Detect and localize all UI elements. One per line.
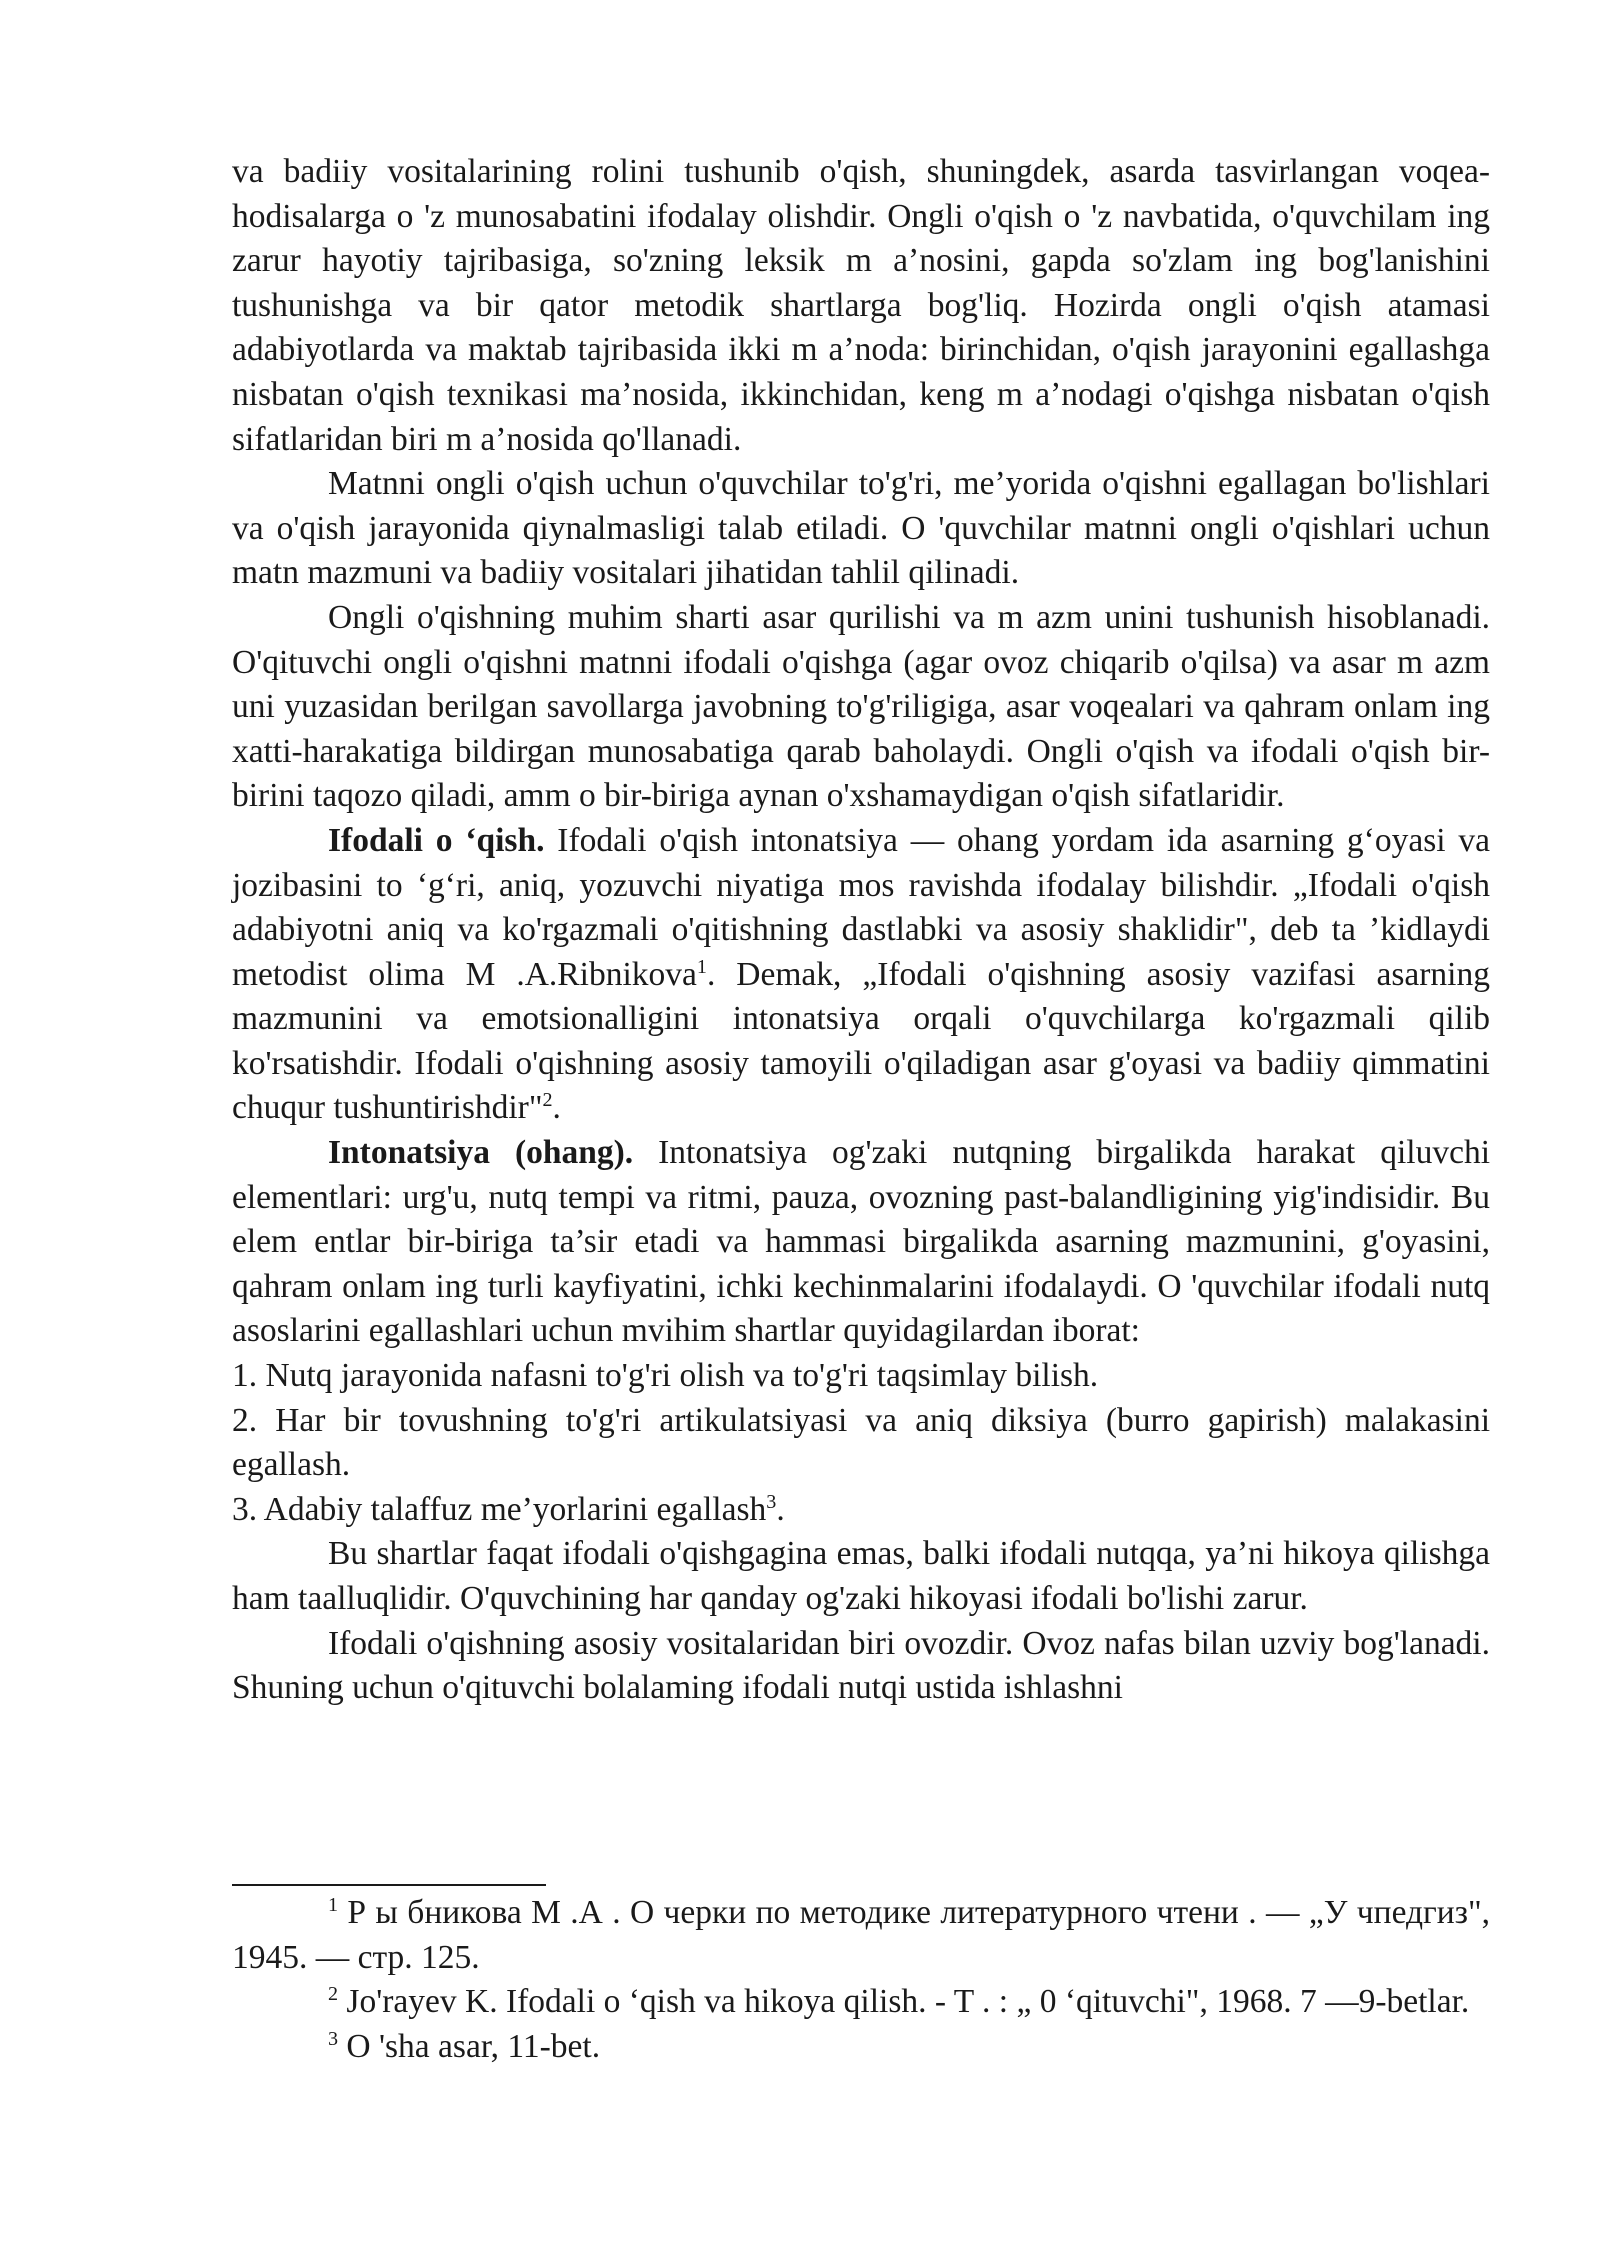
footnote-separator	[232, 1884, 546, 1886]
list-item-1: 1. Nutq jarayonida nafasni to'g'ri olish va to'g'ri taqsimlay bilish.	[232, 1357, 1099, 1395]
list-item-2: 2. Har bir tovushning to'g'ri artikulatsiyasi va aniq diksiya (burro gapirish) malakasini egallash.	[232, 1401, 1490, 1484]
paragraph-2: Matnni ongli o'qish uchun o'quvchilar to'g'ri, me’yorida o'qishni egallagan bo'lishlari va o'qish jarayonida qiynalmasligi talab etiladi. O 'quvchilar matnni ongli o'qishlari uchun matn mazmuni va badiiy vositalari jihatidan tahlil qilinadi.	[232, 465, 1490, 592]
document-body	[232, 150, 1490, 1711]
list-item-text: 3. Adabiy talaffuz me’yorlarini egallash	[232, 1490, 767, 1528]
section-heading-ifodali-oqish: Ifodali o ‘qish.	[328, 821, 545, 859]
paragraph-3: Ongli o'qishning muhim sharti asar qurilishi va m azm unini tushunish hisoblanadi. O'qituvchi ongli o'qishni matnni ifodali o'qishga (agar ovoz chiqarib o'qilsa) va asar m azm uni yuzasidan berilgan savollarga javobning to'g'riligiga, asar voqealari va qahram onlam ing xatti-harakatiga bildirgan munosabatiga qarab baholaydi. Ongli o'qish va ifodali o'qish bir-birini taqozo qiladi, amm o bir-biriga aynan o'xshamaydigan o'qish sifatlaridir.	[232, 598, 1490, 815]
footnote-ref-2: 2	[542, 1089, 553, 1112]
paragraph-text: . Demak, „Ifodali o'qishning asosiy vazifasi asarning mazmunini va emotsionalligini intonatsiya orqali o'quvchilarga ko'rgazmali qilib ko'rsatishdir. Ifodali o'qishning asosiy tamoyili o'qiladigan asar g'oyasi va badiiy qimmatini chuqur tushuntirishdir"	[232, 955, 1490, 1127]
paragraph-6: Bu shartlar faqat ifodali o'qishgagina emas, balki ifodali nutqqa, ya’ni hikoya qilishga ham taalluqlidir. O'quvchining har qanday og'zaki hikoyasi ifodali bo'lishi zarur.	[232, 1535, 1490, 1617]
footnote-text: Jo'rayev K. Ifodali o ‘qish va hikoya qilish. - T . : „ 0 ‘qituvchi", 1968. 7 —9-betlar.	[338, 1983, 1470, 2021]
footnote-number: 3	[328, 2027, 339, 2050]
paragraph-text: Ifodali o'qish intonatsiya — ohang yordam ida asarning g‘oyasi va jozibasini to ‘g‘ri, aniq, yozuvchi niyatiga mos ravishda ifodalay bilishdir. „Ifodali o'qish adabiyotni aniq va ko'rgazmali o'qitishning dastlabki va asosiy shaklidir", deb ta ’kidlaydi metodist olima M .A.Ribnikova	[232, 821, 1490, 993]
footnote-ref-3: 3	[766, 1490, 777, 1513]
footnote-2	[232, 1980, 1490, 2025]
footnote-number: 1	[328, 1893, 339, 1916]
footnote-ref-1: 1	[696, 955, 707, 978]
footnote-text: Р ы бникова М .А . О черки по методике литературного чтени . — „У чпедгиз", 1945. — стр. 125.	[232, 1894, 1490, 1976]
paragraph-text: Intonatsiya og'zaki nutqning birgalikda harakat qiluvchi elementlari: urg'u, nutq tempi va ritmi, pauza, ovozning past-balandligining yig'indisidir. Bu elem entlar bir-biriga ta’sir etadi va hammasi birgalikda asarning mazmunini, g'oyasini, qahram onlam ing turli kayfiyatini, ichki kechinmalarini ifodalaydi. O 'quvchilar ifodali nutq asoslarini egallashlari uchun mvihim shartlar quyidagilardan iborat:	[232, 1134, 1490, 1350]
list-item-3	[232, 1488, 1490, 1533]
section-heading-intonatsiya: Intonatsiya (ohang).	[328, 1134, 634, 1172]
list-item-text: .	[776, 1490, 785, 1528]
paragraph-1: va badiiy vositalarining rolini tushunib o'qish, shuningdek, asarda tasvirlangan voqea-hodisalarga o 'z munosabatini ifodalay olishdir. Ongli o'qish o 'z navbatida, o'quvchilam ing zarur hayotiy tajribasiga, so'zning leksik m a’nosini, gapda so'zlam ing bog'lanishini tushunishga va bir qator metodik shartlarga bog'liq. Hozirda ongli o'qish atamasi adabiyotlarda va maktab tajribasida ikki m a’noda: birinchidan, o'qish jarayonini egallashga nisbatan o'qish texnikasi ma’nosida, ikkinchidan, keng m a’nodagi o'qishga nisbatan o'qish sifatlaridan biri m a’nosida qo'llanadi.	[232, 153, 1490, 458]
paragraph-ifodali-oqish	[232, 819, 1490, 1131]
footnote-3	[232, 2025, 1490, 2070]
footnotes	[232, 1891, 1490, 2069]
paragraph-text: .	[552, 1089, 561, 1127]
footnote-1	[232, 1891, 1490, 1980]
footnote-text: O 'sha asar, 11-bet.	[338, 2027, 601, 2065]
paragraph-intonatsiya	[232, 1131, 1490, 1354]
footnote-number: 2	[328, 1983, 339, 2006]
paragraph-7: Ifodali o'qishning asosiy vositalaridan biri ovozdir. Ovoz nafas bilan uzviy bog'lanadi. Shuning uchun o'qituvchi bolalaming ifodali nutqi ustida ishlashni	[232, 1624, 1490, 1707]
